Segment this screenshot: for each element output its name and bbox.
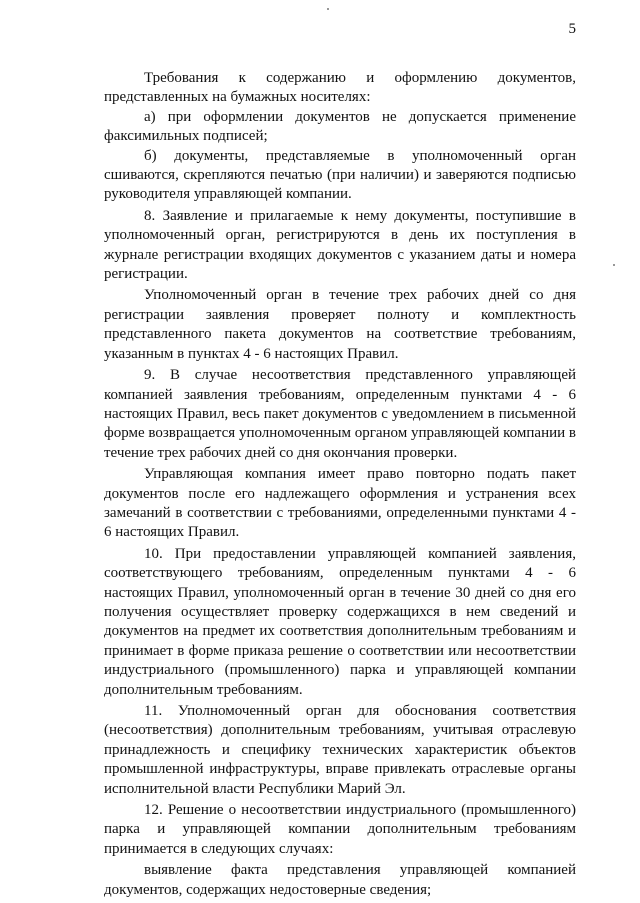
paragraph-10: 10. При предоставлении управляющей компанией заявления, соответствующего требованиям, определенным пунктами 4 - 6 настоящих Правил, уполномоченный орган в течение 30 дней со дня его получения осуществляет проверку содержащихся в нем сведений и документов на предмет их соответствия дополнительным требованиям и принимает в форме приказа решение о соответствии или несоответствии индустриального (промышленного) парка и управляющей компании дополнительным требованиям. [104,545,576,698]
page-number: 5 [568,21,576,37]
paragraph-11: 11. Уполномоченный орган для обоснования соответствия (несоответствия) дополнительным требованиям, учитывая отраслевую принадлежность и специфику технических характеристик объектов промышленной инфраструктуры, вправе привлекать отраслевые органы исполнительной власти Республики Марий Эл. [104,703,576,797]
paragraph-item-a: а) при оформлении документов не допускается применение факсимильных подписей; [104,108,576,145]
scan-mark [613,264,615,266]
document-body [104,69,576,900]
paragraph-case-1: выявление факта представления управляющей компанией документов, содержащих недостоверные сведения; [104,862,576,898]
paragraph-8: 8. Заявление и прилагаемые к нему документы, поступившие в уполномоченный орган, регистрируются в день их поступления в журнале регистрации входящих документов с указанием даты и номера регистрации. [104,207,576,283]
paragraph-9: 9. В случае несоответствия представленного управляющей компанией заявления требованиям, определенным пунктами 4 - 6 настоящих Правил, весь пакет документов с уведомлением в письменной форме возвращается уполномоченным органом управляющей компании в течение трех рабочих дней со дня окончания проверки. [104,367,576,461]
scan-mark [327,8,329,10]
paragraph-resubmit: Управляющая компания имеет право повторно подать пакет документов после его надлежащего оформления и устранения всех замечаний в соответствии с требованиями, определенными пунктами 4 - 6 настоящих Правил. [104,466,576,541]
paragraph-item-b: б) документы, представляемые в уполномоченный орган сшиваются, скрепляются печатью (при наличии) и заверяются подписью руководителя управляющей компании. [104,147,576,203]
paragraph-check: Уполномоченный орган в течение трех рабочих дней со дня регистрации заявления проверяет полноту и комплектность представленного пакета документов на соответствие требованиям, указанным в пунктах 4 - 6 настоящих Правил. [104,287,576,362]
paragraph-12: 12. Решение о несоответствии индустриального (промышленного) парка и управляющей компании дополнительным требованиям принимается в следующих случаях: [104,802,576,857]
paragraph-requirements: Требования к содержанию и оформлению документов, представленных на бумажных носителях: [104,70,576,106]
